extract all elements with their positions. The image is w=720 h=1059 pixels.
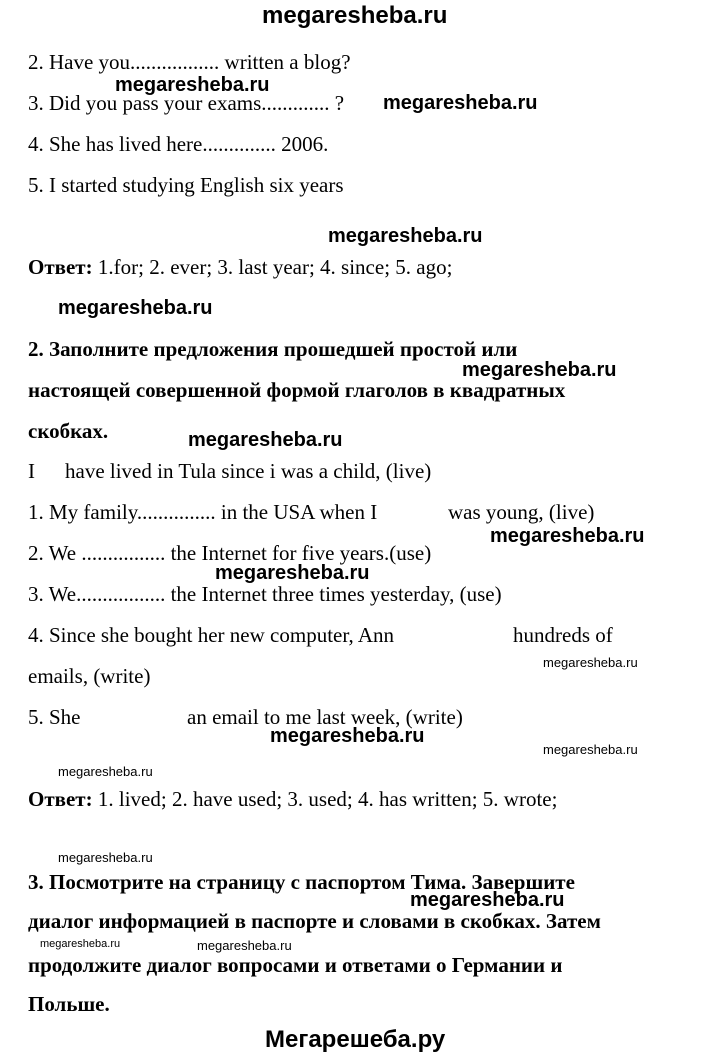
exercise-line-5: 5. I started studying English six years: [28, 173, 344, 197]
task-2-line-1a: 1. My family............... in the USA when I: [28, 500, 378, 524]
exercise-line-2: 2. Have you................. written a blog?: [28, 50, 351, 74]
task-2-line-3: 3. We................. the Internet three times yesterday, (use): [28, 582, 502, 606]
exercise-line-3: 3. Did you pass your exams............. ?: [28, 91, 345, 115]
task-2-line-4c: emails, (write): [28, 664, 151, 688]
footer-site-watermark: Мегарешеба.ру: [265, 1026, 446, 1053]
watermark: megaresheba.ru: [490, 525, 645, 547]
task-2-line-4a: 4. Since she bought her new computer, Ann: [28, 623, 395, 647]
answer-text: 1.for; 2. ever; 3. last year; 4. since; 5. ago;: [92, 255, 453, 279]
watermark: megaresheba.ru: [115, 74, 270, 96]
watermark: megaresheba.ru: [543, 655, 638, 670]
watermark: megaresheba.ru: [328, 225, 483, 247]
watermark: megaresheba.ru: [40, 938, 121, 950]
task-3-heading-line-3: продолжите диалог вопросами и ответами о Германии и: [28, 953, 563, 977]
watermark: megaresheba.ru: [462, 359, 617, 381]
task-3-heading-line-2: диалог информацией в паспорте и словами в скобках. Затем: [28, 909, 601, 933]
watermark: megaresheba.ru: [410, 889, 565, 911]
task-2-line-5a: 5. She: [28, 705, 81, 729]
watermark: megaresheba.ru: [543, 742, 638, 757]
watermark: megaresheba.ru: [188, 429, 343, 451]
watermark: megaresheba.ru: [270, 725, 425, 747]
task-2-line-2: 2. We ................ the Internet for five years.(use): [28, 541, 432, 565]
watermark: megaresheba.ru: [197, 938, 292, 953]
watermark: megaresheba.ru: [215, 562, 370, 584]
example-lead: I: [28, 459, 35, 483]
task-2-heading-line-3: скобках.: [28, 419, 109, 443]
watermark: megaresheba.ru: [58, 850, 153, 865]
exercise-line-4: 4. She has lived here.............. 2006.: [28, 132, 329, 156]
task-2-line-4b: hundreds of: [513, 623, 613, 647]
task-2-line-5b: an email to me last week, (write): [187, 705, 463, 729]
task-2-line-1b: was young, (live): [448, 500, 595, 524]
task-2-heading-line-1: 2. Заполните предложения прошедшей простой или: [28, 337, 518, 361]
answer-label: Ответ:: [28, 787, 93, 811]
answer-1: [28, 257, 452, 278]
watermark: megaresheba.ru: [383, 92, 538, 114]
answer-text: 1. lived; 2. have used; 3. used; 4. has written; 5. wrote;: [92, 787, 558, 811]
task-2-heading-line-2: настоящей совершенной формой глаголов в квадратных: [28, 378, 566, 402]
watermark: megaresheba.ru: [58, 297, 213, 319]
answer-label: Ответ:: [28, 255, 93, 279]
header-site-watermark: megaresheba.ru: [262, 2, 448, 29]
example-text: have lived in Tula since i was a child, (live): [65, 459, 432, 483]
watermark: megaresheba.ru: [58, 764, 153, 779]
answer-2: [28, 789, 557, 810]
task-3-heading-line-4: Польше.: [28, 992, 110, 1016]
task-3-heading-line-1: 3. Посмотрите на страницу с паспортом Тима. Завершите: [28, 870, 575, 894]
